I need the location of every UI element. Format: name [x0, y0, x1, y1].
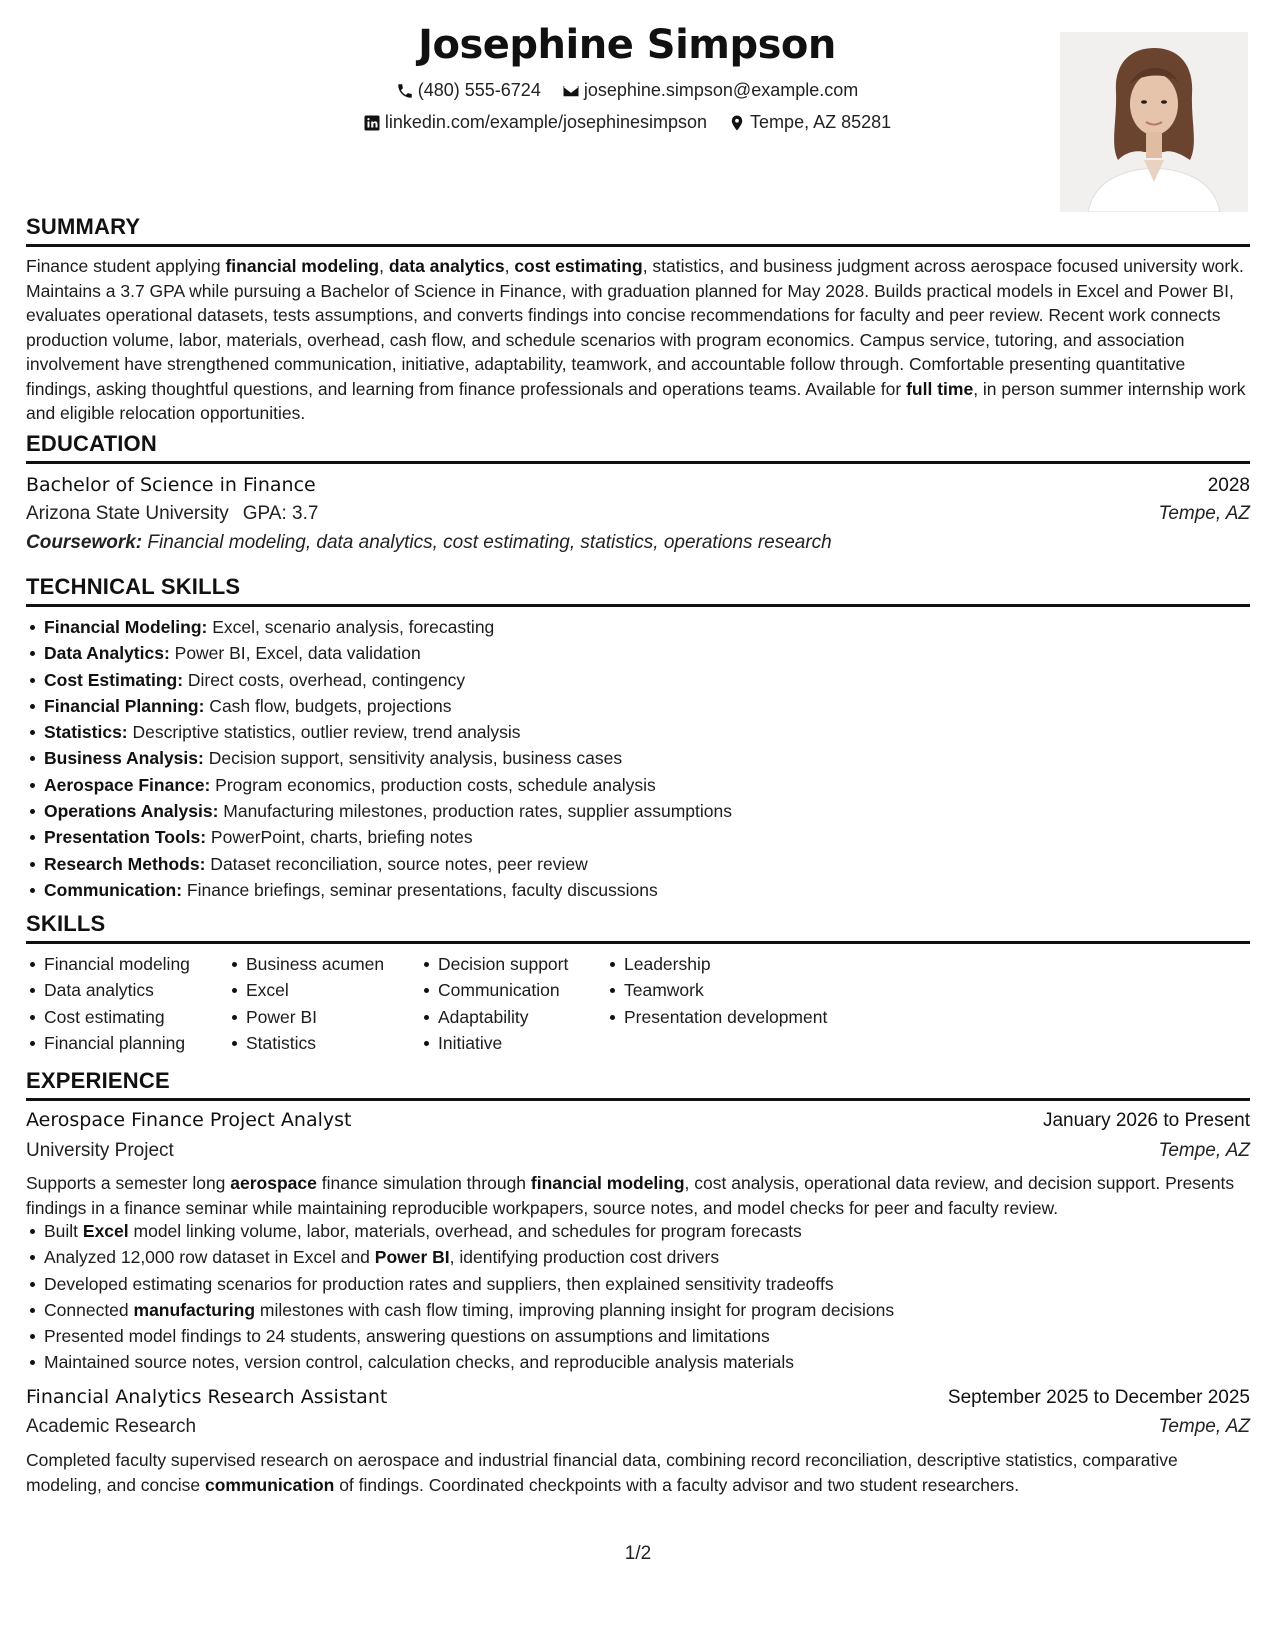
skills-heading: SKILLS: [26, 911, 1250, 944]
skills-column-1: [26, 951, 190, 1056]
list-item: Financial Planning: Cash flow, budgets, projections: [44, 693, 1244, 719]
list-item: Leadership: [624, 951, 827, 977]
technical-skills-heading: TECHNICAL SKILLS: [26, 574, 1250, 607]
coursework-line: [26, 532, 1250, 554]
list-item: Statistics: Descriptive statistics, outlier review, trend analysis: [44, 719, 1244, 745]
list-item: Connected manufacturing milestones with cash flow timing, improving planning insight for program decisions: [44, 1297, 1244, 1323]
job-2-org-row: [26, 1416, 1250, 1438]
job-2-description: Completed faculty supervised research on aerospace and industrial financial data, combining record reconciliation, descriptive statistics, comparative modeling, and concise communication of findings. Coordinated checkpoints with a faculty advisor and two student researchers.: [26, 1450, 1178, 1495]
technical-skills-list: [26, 614, 1244, 903]
list-item: Cost estimating: [44, 1004, 190, 1030]
list-item: Analyzed 12,000 row dataset in Excel and Power BI, identifying production cost drivers: [44, 1244, 1244, 1270]
job-organization: University Project: [26, 1140, 174, 1161]
list-item: Cost Estimating: Direct costs, overhead, contingency: [44, 667, 1244, 693]
job-location: Tempe, AZ: [1158, 1140, 1250, 1161]
coursework-text: Financial modeling, data analytics, cost estimating, statistics, operations research: [142, 532, 832, 553]
page-number: 1/2: [624, 1543, 652, 1564]
education-school-row: [26, 503, 1250, 525]
list-item: Adaptability: [438, 1004, 568, 1030]
skills-column-3: [420, 951, 568, 1056]
map-pin-icon: [728, 114, 746, 132]
location-text: Tempe, AZ 85281: [750, 112, 892, 132]
list-item: Teamwork: [624, 977, 827, 1003]
email-contact[interactable]: [562, 80, 858, 101]
list-item: Presentation Tools: PowerPoint, charts, briefing notes: [44, 824, 1244, 850]
list-item: Built Excel model linking volume, labor, materials, overhead, and schedules for program forecasts: [44, 1218, 1244, 1244]
list-item: Aerospace Finance: Program economics, production costs, schedule analysis: [44, 772, 1244, 798]
coursework-label: Coursework:: [26, 532, 143, 553]
school-location: Tempe, AZ: [1158, 503, 1250, 524]
list-item: Initiative: [438, 1030, 568, 1056]
list-item: Financial planning: [44, 1030, 190, 1056]
resume-page: [26, 0, 1250, 1650]
list-item: Communication: Finance briefings, seminar presentations, faculty discussions: [44, 877, 1244, 903]
job-organization: Academic Research: [26, 1416, 197, 1437]
job-title: Financial Analytics Research Assistant: [26, 1386, 388, 1408]
linkedin-text: linkedin.com/example/josephinesimpson: [384, 112, 708, 132]
list-item: Research Methods: Dataset reconciliation, source notes, peer review: [44, 851, 1244, 877]
location-contact: [728, 112, 891, 133]
linkedin-icon: [363, 114, 381, 132]
contact-row-1: [26, 80, 1228, 105]
graduation-year: 2028: [1207, 475, 1250, 496]
list-item: Presentation development: [624, 1004, 827, 1030]
job-1-bullets: [26, 1218, 1244, 1376]
list-item: Business acumen: [246, 951, 384, 977]
contact-row-2: [26, 112, 1228, 137]
linkedin-contact[interactable]: [363, 112, 707, 133]
skills-grid: [26, 951, 1250, 1061]
list-item: Data analytics: [44, 977, 190, 1003]
job-dates: September 2025 to December 2025: [947, 1387, 1250, 1408]
list-item: Excel: [246, 977, 384, 1003]
school-name: Arizona State University: [26, 503, 229, 524]
list-item: Power BI: [246, 1004, 384, 1030]
portrait-image: [1060, 32, 1248, 212]
list-item: Presented model findings to 24 students, answering questions on assumptions and limitations: [44, 1323, 1244, 1349]
list-item: Operations Analysis: Manufacturing milestones, production rates, supplier assumptions: [44, 798, 1244, 824]
phone-text: (480) 555-6724: [417, 80, 541, 100]
candidate-name: Josephine Simpson: [418, 22, 836, 68]
job-location: Tempe, AZ: [1158, 1416, 1250, 1437]
job-1-description: Supports a semester long aerospace finance simulation through financial modeling, cost analysis, operational data review, and decision support. Presents findings in a finance seminar while maintaining reproducible workpapers, source notes, and model checks for peer and faculty review.: [26, 1173, 1235, 1218]
list-item: Communication: [438, 977, 568, 1003]
experience-heading: EXPERIENCE: [26, 1068, 1250, 1101]
list-item: Financial modeling: [44, 951, 190, 977]
skills-column-4: [606, 951, 827, 1030]
list-item: Statistics: [246, 1030, 384, 1056]
phone-icon: [396, 82, 414, 100]
profile-photo: [1060, 32, 1248, 212]
job-dates: January 2026 to Present: [1042, 1110, 1250, 1131]
school-info: [26, 503, 318, 525]
job-1-title-row: [26, 1109, 1250, 1132]
phone-contact[interactable]: [396, 80, 541, 101]
job-1-org-row: [26, 1140, 1250, 1162]
list-item: Data Analytics: Power BI, Excel, data validation: [44, 640, 1244, 666]
degree-title: Bachelor of Science in Finance: [26, 474, 316, 496]
gpa: GPA: 3.7: [242, 503, 319, 524]
list-item: Financial Modeling: Excel, scenario analysis, forecasting: [44, 614, 1244, 640]
list-item: Developed estimating scenarios for production rates and suppliers, then explained sensitivity tradeoffs: [44, 1271, 1244, 1297]
skills-column-2: [228, 951, 384, 1056]
email-text: josephine.simpson@example.com: [583, 80, 859, 100]
list-item: Business Analysis: Decision support, sensitivity analysis, business cases: [44, 745, 1244, 771]
summary-text: Finance student applying financial modeling, data analytics, cost estimating, statistics, and business judgment across aerospace focused university work. Maintains a 3.7 GPA while pursuing a Bachelor of Science in Finance, with graduation planned for May 2028. Builds practical models in Excel and Power BI, evaluates operational datasets, tests assumptions, and converts findings into concise recommendations for faculty and peer review. Recent work connects production volume, labor, materials, overhead, cash flow, and schedule scenarios with program economics. Campus service, tutoring, and association involvement have strengthened communication, initiative, adaptability, teamwork, and accountable follow through. Comfortable presenting quantitative findings, asking thoughtful questions, and learning from finance professionals and operations teams. Available for full time, in person summer internship work and eligible relocation opportunities.: [26, 256, 1246, 423]
job-title: Aerospace Finance Project Analyst: [26, 1109, 352, 1131]
summary-heading: SUMMARY: [26, 214, 1250, 247]
education-degree-row: [26, 474, 1250, 497]
job-2-title-row: [26, 1386, 1250, 1409]
envelope-icon: [562, 82, 580, 100]
list-item: Decision support: [438, 951, 568, 977]
education-heading: EDUCATION: [26, 431, 1250, 464]
list-item: Maintained source notes, version control, calculation checks, and reproducible analysis materials: [44, 1349, 1244, 1375]
